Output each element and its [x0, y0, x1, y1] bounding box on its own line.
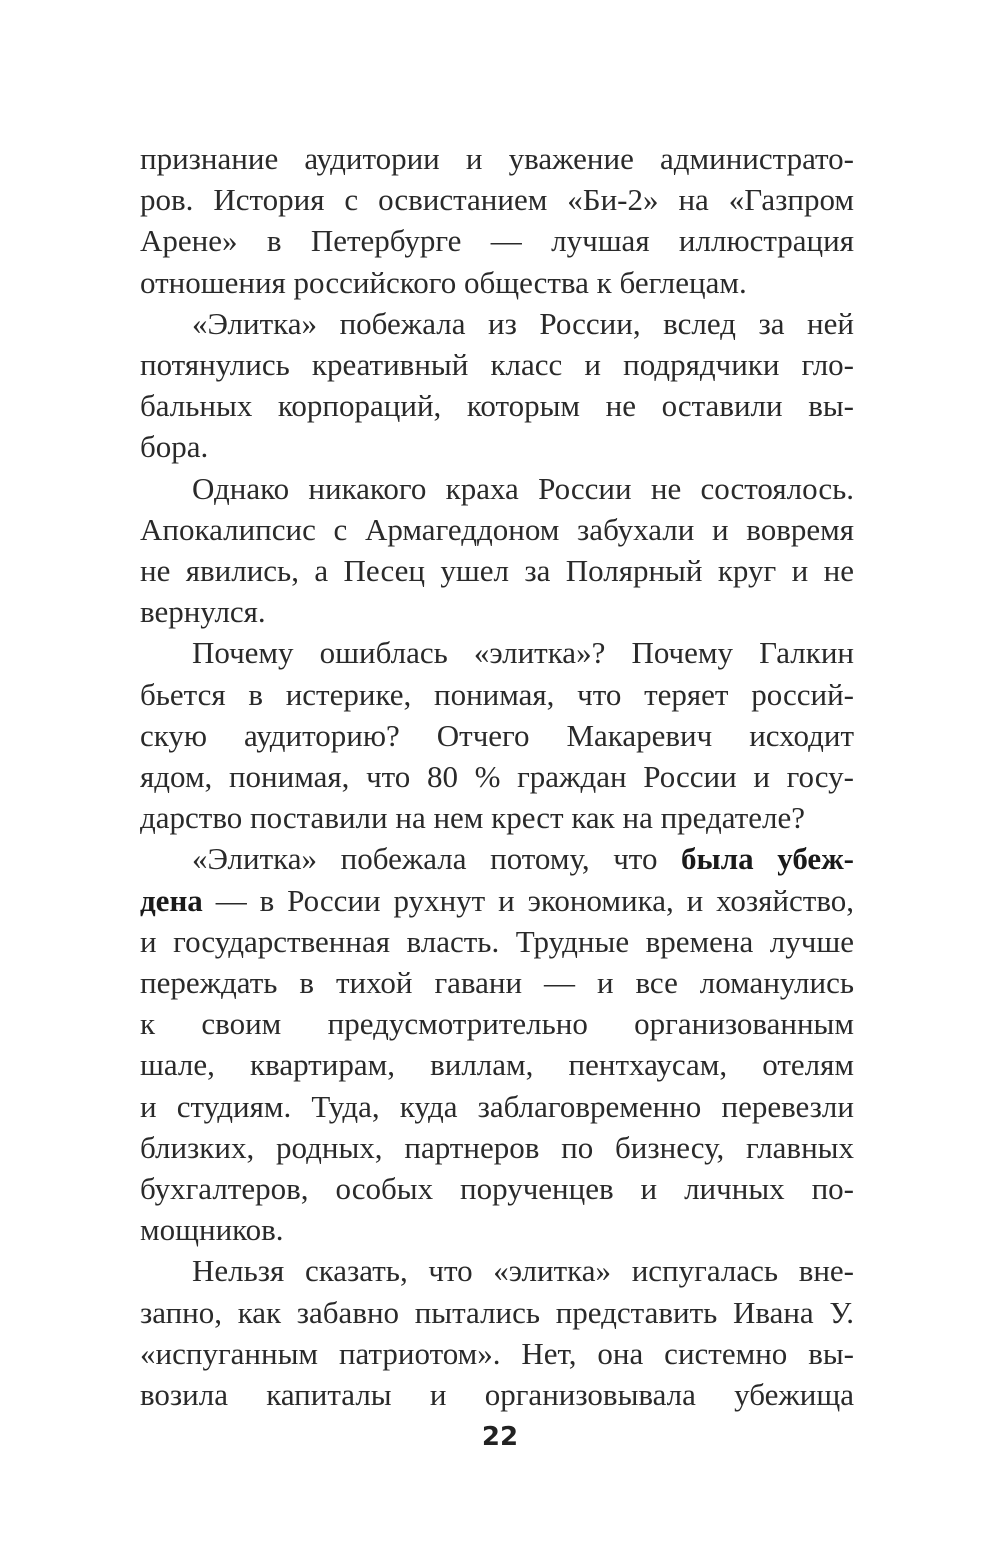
text-line: ров. История с освистанием «Би-2» на «Газпром: [140, 182, 854, 218]
paragraph: [140, 468, 854, 633]
bold-text: была убеж-: [681, 841, 854, 877]
text-line: Однако никакого краха России не состоялось.: [192, 470, 854, 506]
text-run: к своим предусмотрительно организованным: [140, 1006, 854, 1042]
text-line: не явились, а Песец ушел за Полярный круг и не: [140, 553, 854, 589]
paragraph: [140, 303, 854, 468]
text-run: близких, родных, партнеров по бизнесу, главных: [140, 1129, 854, 1165]
text-line: [140, 880, 854, 921]
text-line: [140, 1209, 854, 1250]
text-line: бальных корпораций, которым не оставили вы-: [140, 388, 854, 424]
bold-text: дена: [140, 882, 203, 918]
text-line: [140, 838, 854, 879]
text-run: шале, квартирам, виллам, пентхаусам, отелям: [140, 1047, 854, 1083]
text-line: [140, 1127, 854, 1168]
text-run: «Элитка» побежала потому, что: [192, 841, 682, 877]
text-line: скую аудиторию? Отчего Макаревич исходит: [140, 717, 854, 753]
text-line: дарство поставили на нем крест как на предателе?: [140, 800, 806, 836]
text-line: бора.: [140, 429, 209, 465]
text-run: и студиям. Туда, куда заблаговременно перевезли: [140, 1088, 854, 1124]
body-text: [140, 138, 854, 1415]
paragraph: [140, 632, 854, 838]
page-number: 22: [481, 1422, 519, 1452]
text-line: бьется в истерике, понимая, что теряет россий-: [140, 676, 854, 712]
text-line: отношения российского общества к беглецам.: [140, 264, 747, 300]
text-line: [140, 921, 854, 962]
text-run: мощников.: [140, 1212, 284, 1248]
text-line: вернулся.: [140, 594, 266, 630]
text-line: «испуганным патриотом». Нет, она системно вы-: [140, 1335, 854, 1371]
text-line: возила капиталы и организовывала убежища: [140, 1377, 854, 1413]
text-line: Апокалипсис с Армагеддоном забухали и вовремя: [140, 511, 854, 547]
text-run: бухгалтеров, особых порученцев и личных по-: [140, 1171, 854, 1207]
text-line: [140, 1044, 854, 1085]
text-line: Нельзя сказать, что «элитка» испугалась вне-: [192, 1253, 854, 1289]
text-line: ядом, понимая, что 80 % граждан России и госу-: [140, 759, 854, 795]
paragraph: [140, 138, 854, 303]
text-line: «Элитка» побежала из России, вслед за ней: [192, 305, 854, 341]
text-line: потянулись креативный класс и подрядчики гло-: [140, 347, 854, 383]
paragraph: [140, 1250, 854, 1415]
text-line: [140, 1086, 854, 1127]
text-line: Арене» в Петербурге — лучшая иллюстрация: [140, 223, 854, 259]
text-line: [140, 1168, 854, 1209]
paragraph: [140, 838, 854, 1250]
text-run: переждать в тихой гавани — и все ломанулись: [140, 965, 854, 1001]
text-line: запно, как забавно пытались представить Ивана У.: [140, 1294, 854, 1330]
text-run: — в России рухнут и экономика, и хозяйство,: [202, 882, 854, 918]
text-line: [140, 1003, 854, 1044]
text-line: [140, 962, 854, 1003]
text-line: Почему ошиблась «элитка»? Почему Галкин: [192, 635, 854, 671]
text-line: признание аудитории и уважение администрато-: [140, 141, 854, 176]
text-run: и государственная власть. Трудные времена лучше: [140, 923, 854, 959]
